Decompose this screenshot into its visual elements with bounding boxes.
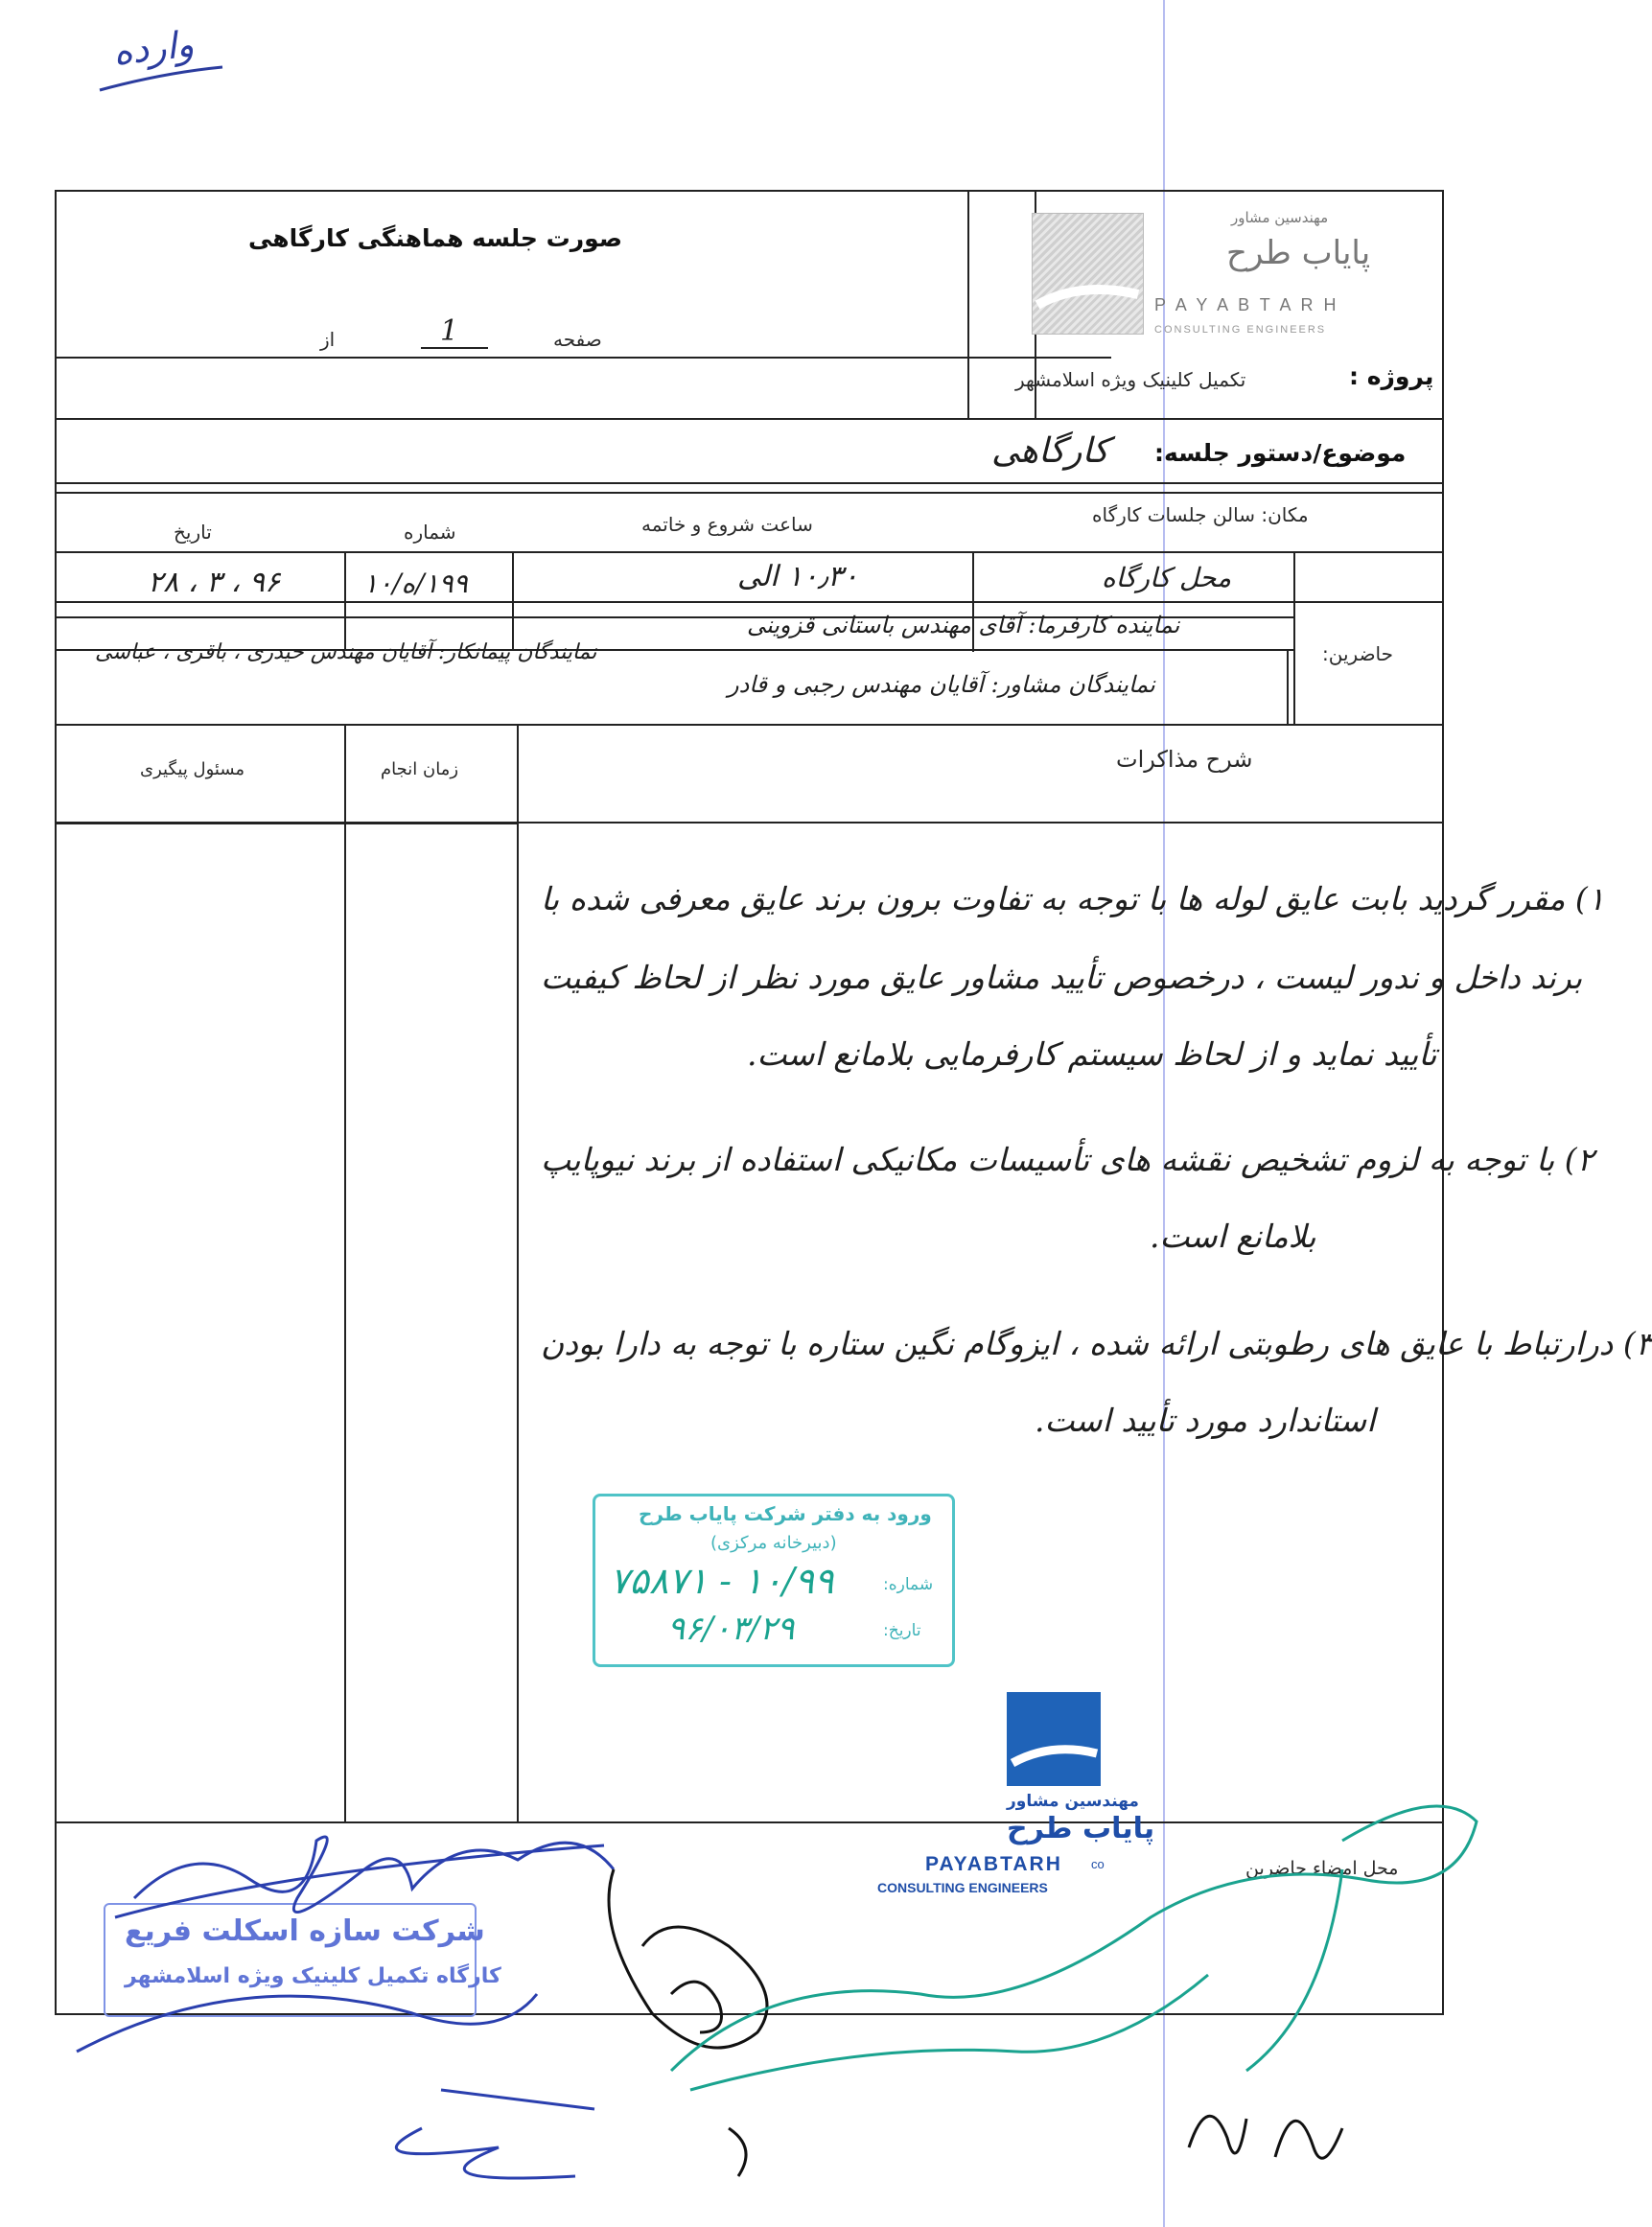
payabtarh-logo <box>972 199 1423 353</box>
of-label: از <box>320 328 336 351</box>
attendee-contractor: نمایندگان پیمانکار: آقایان مهندس حیدری ، باقری ، عباسی <box>95 640 597 664</box>
note-line-3: تأیید نماید و از لحاظ سیستم کارفرمایی بلامانع است. <box>747 1035 1437 1073</box>
time-header: زمان انجام <box>381 759 459 779</box>
page-label: صفحه <box>553 328 602 351</box>
stamp-number-label: شماره: <box>883 1575 934 1594</box>
contractor-stamp-line-2: کارگاه تکمیل کلینیک ویژه اسلامشهر <box>125 1964 501 1988</box>
note-line-4: ۲) با توجه به لزوم تشخیص نقشه های تأسیسات مکانیکی استفاده از برند نیوپایپ <box>541 1141 1594 1178</box>
page-number: 1 <box>440 314 459 348</box>
company-logo-subtitle: مهندسین مشاور <box>1007 1792 1139 1811</box>
responsible-header: مسئول پیگیری <box>140 759 245 779</box>
incoming-note: وارده <box>110 22 197 74</box>
page-number-line <box>421 347 488 349</box>
note-line-5: بلامانع است. <box>1150 1218 1316 1255</box>
company-logo-name-fa: پایاب طرح <box>1007 1812 1155 1845</box>
logo-wave-icon <box>1033 214 1143 334</box>
registration-stamp <box>593 1494 955 1667</box>
date-label: تاریخ <box>174 521 212 544</box>
incoming-underline <box>96 63 230 102</box>
logo-name-en: P A Y A B T A R H <box>1154 295 1339 314</box>
logo-name-fa: پایاب طرح <box>1226 234 1371 272</box>
stamp-number-value: ۱۰/۹۹ - ۷۵۸۷۱ <box>610 1560 834 1602</box>
signature-blue-1 <box>77 1837 614 2178</box>
note-line-2: برند داخل و ندور لیست ، درخصوص تأیید مشاور عایق مورد نظر از لحاظ کیفیت <box>541 959 1583 996</box>
stamp-date-label: تاریخ: <box>883 1621 921 1640</box>
project-label: پروژه : <box>1349 362 1434 390</box>
location-label: مکان: سالن جلسات کارگاه <box>1092 503 1309 526</box>
company-logo-tagline: CONSULTING ENGINEERS <box>877 1880 1048 1895</box>
date-value: ۹۶ ، ۳ ، ۲۸ <box>148 566 281 599</box>
time-value: ۱۰٫۳۰ الی <box>737 560 859 593</box>
number-value: ۱۹۹/ه/۱۰ <box>363 568 468 599</box>
note-line-7: استاندارد مورد تأیید است. <box>1035 1402 1376 1439</box>
logo-subtitle: مهندسین مشاور <box>1231 209 1329 226</box>
discussion-header: شرح مذاکرات <box>1116 746 1253 773</box>
stamp-line-1: ورود به دفتر شرکت پایاب طرح <box>639 1502 932 1525</box>
location-value: محل کارگاه <box>1102 562 1232 593</box>
signature-green <box>671 1806 1477 2090</box>
logo-mark-icon <box>1032 213 1144 335</box>
form-title: صورت جلسه هماهنگی کارگاهی <box>248 224 623 252</box>
logo-tagline: CONSULTING ENGINEERS <box>1154 324 1327 336</box>
attendee-consultant: نمایندگان مشاور: آقایان مهندس رجبی و قادر <box>728 671 1155 698</box>
subject-label: موضوع/دستور جلسه: <box>1154 439 1407 467</box>
project-value: تکمیل کلینیک ویژه اسلامشهر <box>1015 368 1246 391</box>
number-label: شماره <box>404 521 456 544</box>
signatures <box>0 1726 1571 2227</box>
contractor-stamp-line-1: شرکت سازه اسکلت فریع <box>125 1914 485 1948</box>
signature-black-loop <box>609 1869 767 2176</box>
signature-black-2 <box>1189 2116 1342 2158</box>
note-line-1: ۱) مقرر گردید بابت عایق لوله ها با توجه به تفاوت برون برند عایق معرفی شده با <box>541 880 1605 917</box>
subject-value: کارگاهی <box>991 431 1109 471</box>
attendee-employer: نماینده کارفرما: آقای مهندس باستانی قزوینی <box>747 612 1180 638</box>
signature-label: محل امضاء حاضرین <box>1245 1858 1399 1879</box>
stamp-date-value: ۹۶/۰۳/۲۹ <box>667 1610 795 1648</box>
note-line-6: ۳) درارتباط با عایق های رطوبتی ارائه شده ، ایزوگام نگین ستاره با توجه به دارا بودن <box>541 1325 1652 1362</box>
company-logo-name-en: PAYABTARH <box>925 1853 1062 1875</box>
company-logo-suffix: co <box>1091 1857 1105 1871</box>
stamp-line-2: (دبیرخانه مرکزی) <box>710 1533 837 1553</box>
time-label: ساعت شروع و خاتمه <box>641 513 813 536</box>
attendees-label: حاضرین: <box>1322 642 1394 665</box>
